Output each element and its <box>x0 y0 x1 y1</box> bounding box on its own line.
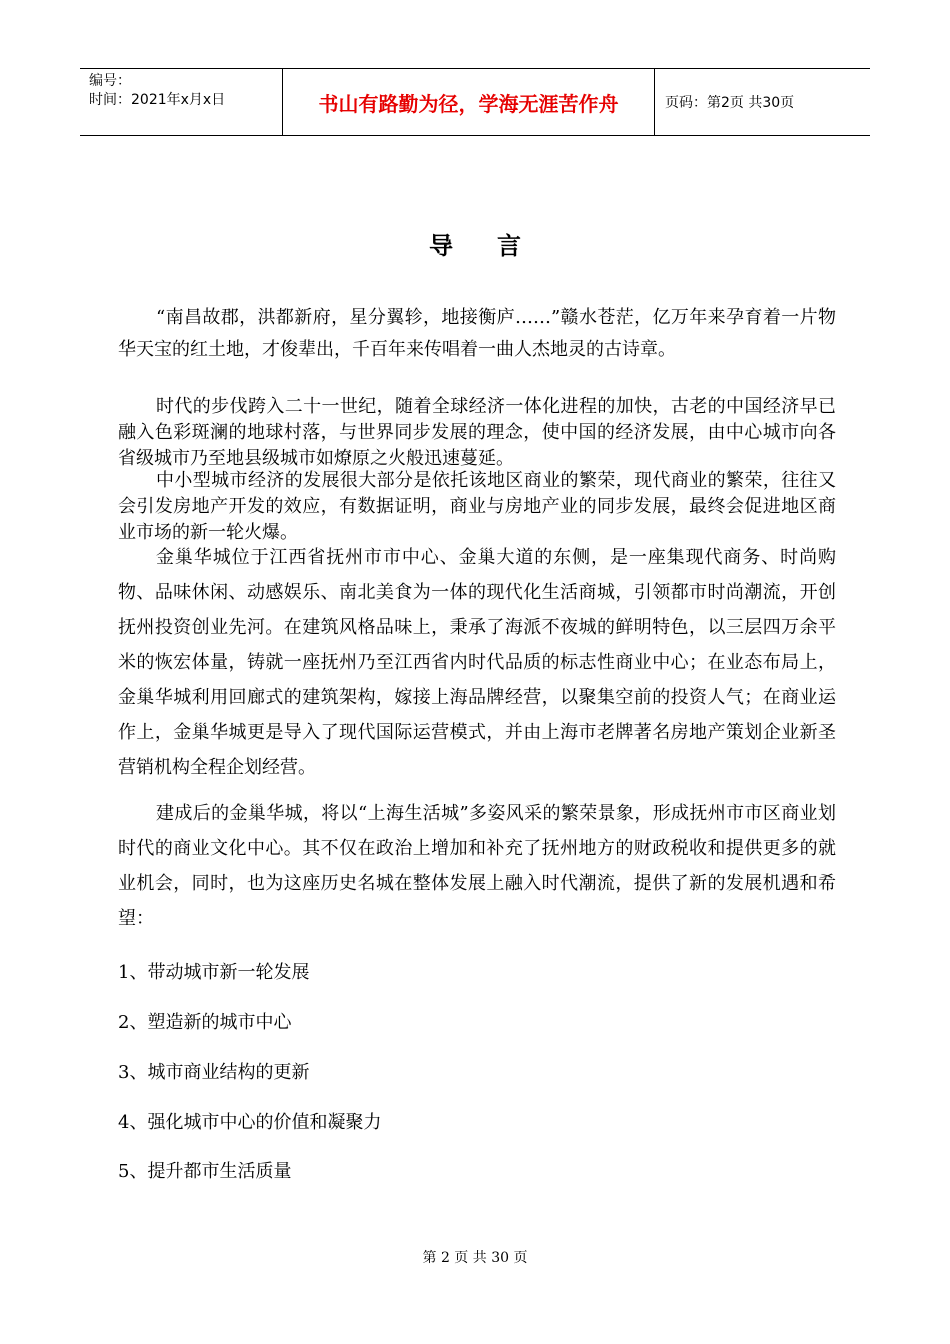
paragraph: 中小型城市经济的发展很大部分是依托该地区商业的繁荣，现代商业的繁荣，往往又会引发房地产开发的效应，有数据证明，商业与房地产业的同步发展，最终会促进地区商业市场的新一轮火爆。 <box>118 470 836 543</box>
list-item: 3、城市商业结构的更新 <box>118 1062 310 1083</box>
number-label: 编号： <box>89 73 131 89</box>
list-item: 2、塑造新的城市中心 <box>118 1012 292 1033</box>
page-header <box>80 68 870 136</box>
paragraph: “南昌故郡，洪都新府，星分翼轸，地接衡庐……”赣水苍茫，亿万年来孕育着一片物华天宝的红土地，才俊辈出，千百年来传唱着一曲人杰地灵的古诗章。 <box>118 307 836 360</box>
page-footer: 第 2 页 共 30 页 <box>422 1250 528 1266</box>
header-page-info: 页码：第2页 共30页 <box>665 95 795 111</box>
header-meta <box>80 69 282 135</box>
paragraph: 时代的步伐跨入二十一世纪，随着全球经济一体化进程的加快，古老的中国经济早已融入色彩斑澜的地球村落，与世界同步发展的理念，使中国的经济发展，由中心城市向各省级城市乃至地县级城市如燎原之火般迅速蔓延。 <box>118 396 836 469</box>
paragraph: 建成后的金巢华城，将以“上海生活城”多姿风采的繁荣景象，形成抚州市市区商业划时代的商业文化中心。其不仅在政治上增加和补充了抚州地方的财政税收和提供更多的就业机会，同时，也为这座历史名城在整体发展上融入时代潮流，提供了新的发展机遇和希望： <box>118 803 836 929</box>
header-motto: 书山有路勤为径，学海无涯苦作舟 <box>282 69 655 135</box>
list-item: 4、强化城市中心的价值和凝聚力 <box>118 1112 382 1133</box>
list-item: 5、提升都市生活质量 <box>118 1161 292 1182</box>
time-label: 时间：2021年x月x日 <box>89 92 226 108</box>
paragraph: 金巢华城位于江西省抚州市市中心、金巢大道的东侧，是一座集现代商务、时尚购物、品味休闲、动感娱乐、南北美食为一体的现代化生活商城，引领都市时尚潮流，开创抚州投资创业先河。在建筑风格品味上，秉承了海派不夜城的鲜明特色，以三层四万余平米的恢宏体量，铸就一座抚州乃至江西省内时代品质的标志性商业中心；在业态布局上，金巢华城利用回廊式的建筑架构，嫁接上海品牌经营，以聚集空前的投资人气；在商业运作上，金巢华城更是导入了现代国际运营模式，并由上海市老牌著名房地产策划企业新圣营销机构全程企划经营。 <box>118 547 836 778</box>
document-title: 导言 <box>429 231 565 260</box>
list-item: 1、带动城市新一轮发展 <box>118 962 310 983</box>
